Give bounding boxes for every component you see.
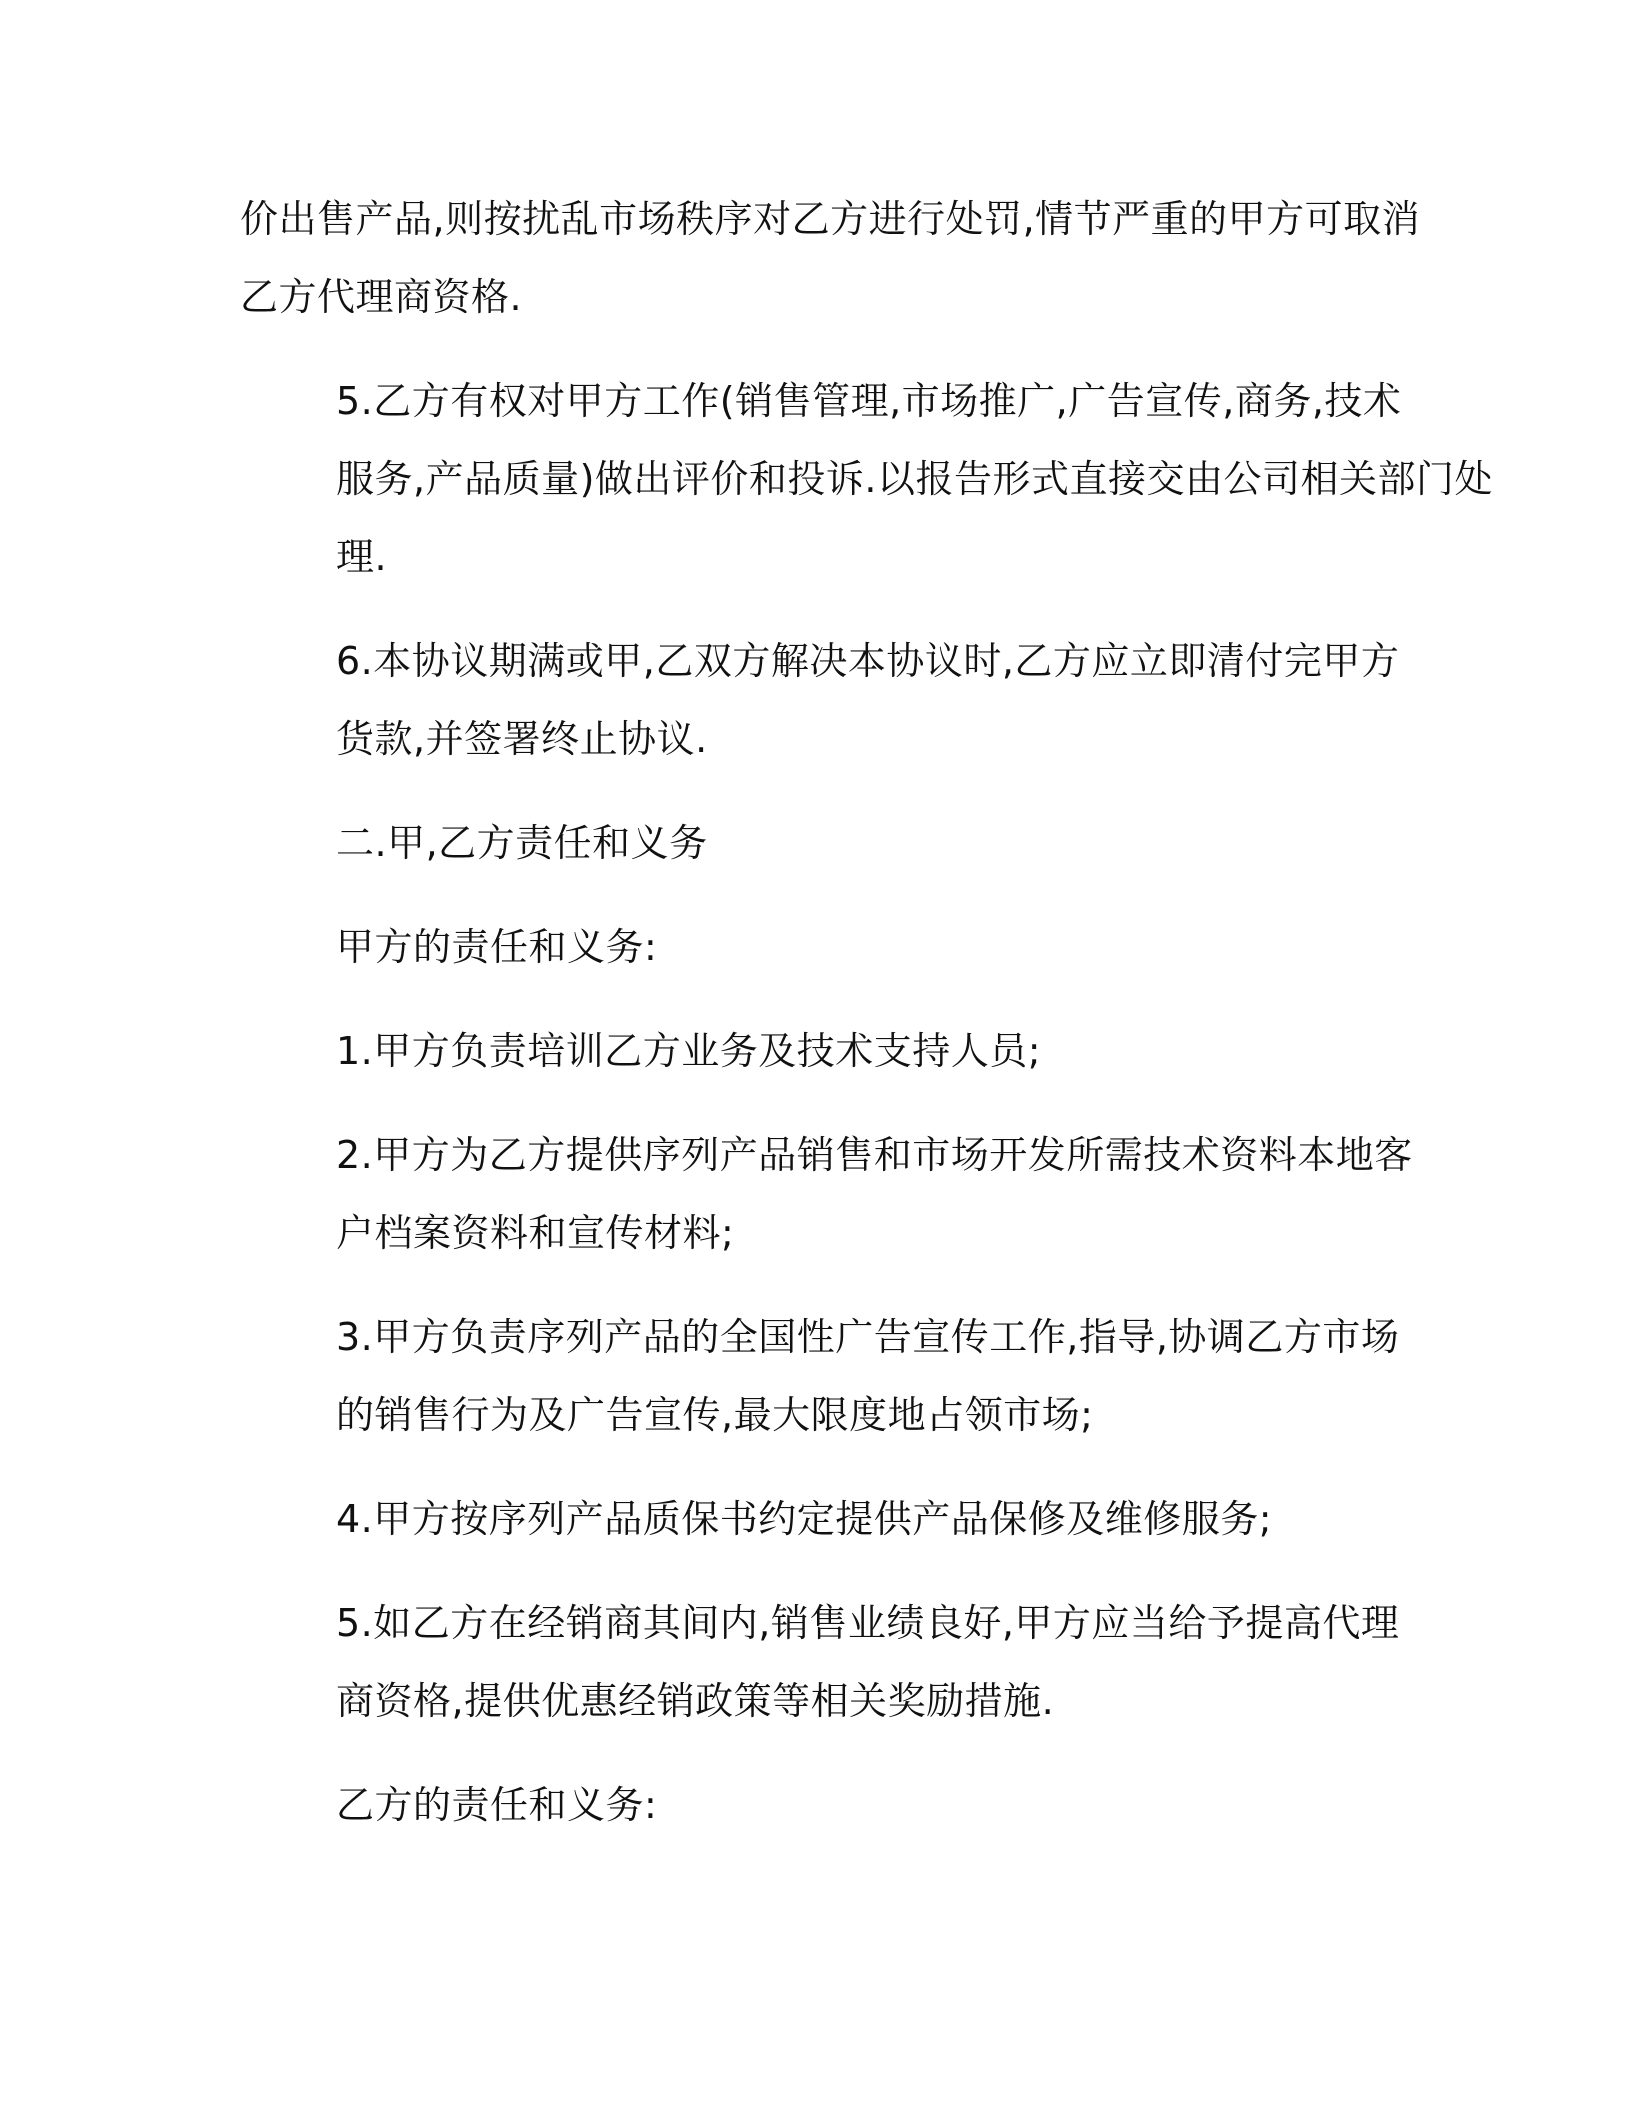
text-line: 4.甲方按序列产品质保书约定提供产品保修及维修服务; (336, 1497, 1273, 1541)
text-line: 货款,并签署终止协议. (336, 717, 708, 761)
text-line: 5.乙方有权对甲方工作(销售管理,市场推广,广告宣传,商务,技术 (336, 379, 1402, 423)
paragraph-penalty-clause (240, 180, 1421, 336)
subheading-text: 乙方的责任和义务: (336, 1783, 658, 1827)
paragraph-clause-6-termination (240, 622, 1400, 778)
text-line: 的销售行为及广告宣传,最大限度地占领市场; (336, 1393, 1094, 1437)
paragraph-clause-5-evaluation (240, 362, 1493, 596)
subheading-party-b-duties (240, 1766, 1380, 1844)
paragraph-party-a-item-4 (240, 1480, 1380, 1558)
text-line: 理. (336, 535, 388, 579)
text-line: 5.如乙方在经销商其间内,销售业绩良好,甲方应当给予提高代理 (336, 1601, 1400, 1645)
paragraph-party-a-item-3 (240, 1298, 1400, 1454)
paragraph-party-a-item-1 (240, 1012, 1380, 1090)
text-line: 1.甲方负责培训乙方业务及技术支持人员; (336, 1029, 1042, 1073)
subheading-party-a-duties (240, 908, 1380, 986)
paragraph-party-a-item-2 (240, 1116, 1413, 1272)
paragraph-party-a-item-5 (240, 1584, 1400, 1740)
text-line: 户档案资料和宣传材料; (336, 1211, 735, 1255)
text-line: 商资格,提供优惠经销政策等相关奖励措施. (336, 1679, 1055, 1723)
text-line: 乙方代理商资格. (240, 275, 523, 319)
text-line: 3.甲方负责序列产品的全国性广告宣传工作,指导,协调乙方市场 (336, 1315, 1400, 1359)
section-heading-responsibilities (240, 804, 1380, 882)
document-body (240, 180, 1493, 1844)
heading-text: 二.甲,乙方责任和义务 (336, 821, 708, 865)
text-line: 服务,产品质量)做出评价和投诉.以报告形式直接交由公司相关部门处 (336, 457, 1493, 501)
text-line: 2.甲方为乙方提供序列产品销售和市场开发所需技术资料本地客 (336, 1133, 1413, 1177)
subheading-text: 甲方的责任和义务: (336, 925, 658, 969)
text-line: 价出售产品,则按扰乱市场秩序对乙方进行处罚,情节严重的甲方可取消 (240, 197, 1421, 241)
text-line: 6.本协议期满或甲,乙双方解决本协议时,乙方应立即清付完甲方 (336, 639, 1400, 683)
